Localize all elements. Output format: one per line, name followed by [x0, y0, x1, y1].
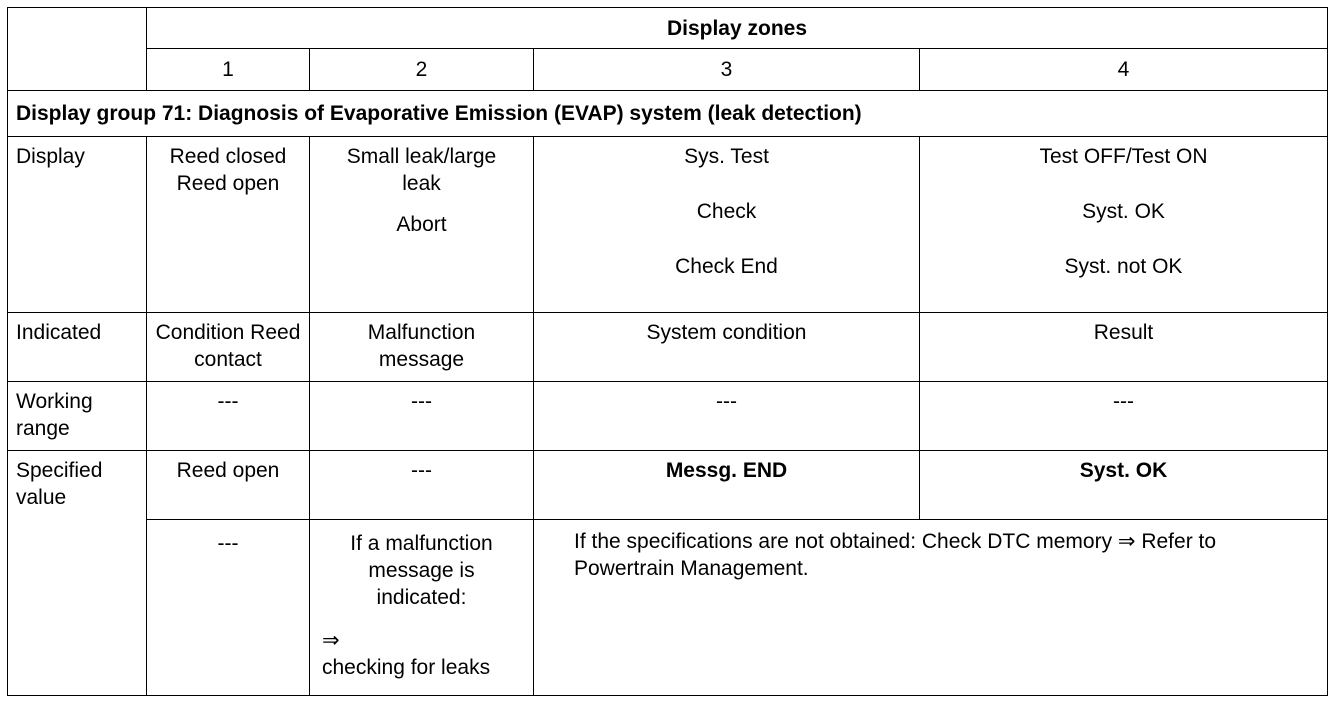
display-zone-4: [920, 137, 1328, 313]
working-range-zone-3: ---: [534, 382, 920, 451]
display-group-title: Display group 71: Diagnosis of Evaporative Emission (EVAP) system (leak detection): [8, 91, 1328, 137]
specified-value-zone-3: Messg. END: [534, 451, 920, 520]
display-zone-2: [310, 137, 534, 313]
indicated-zone-1: Condition Reed contact: [147, 313, 310, 382]
display-zone-3-line-2: Check: [696, 200, 757, 223]
display-zone-3: [534, 137, 920, 313]
display-zones-header: Display zones: [147, 8, 1328, 49]
notes-zone-1: ---: [147, 520, 310, 696]
evap-display-group-table: [7, 7, 1328, 696]
specified-value-zone-1: Reed open: [147, 451, 310, 520]
display-zone-3-line-1: Sys. Test: [684, 145, 769, 168]
link-arrow-icon: ⇒: [322, 629, 340, 652]
indicated-zone-2: Malfunction message: [310, 313, 534, 382]
specified-value-zone-4: Syst. OK: [920, 451, 1328, 520]
header-empty-cell: [8, 8, 147, 91]
display-zone-4-line-3: Syst. not OK: [1064, 255, 1183, 278]
display-zone-4-line-1: Test OFF/Test ON: [1039, 145, 1208, 168]
display-zone-1-line-1: Reed closed: [169, 145, 287, 168]
display-zone-3-line-3: Check End: [675, 255, 778, 278]
indicated-zone-4: Result: [920, 313, 1328, 382]
zone-2-header: 2: [310, 49, 534, 91]
row-label-display: Display: [8, 137, 147, 313]
row-label-specified-value: Specified value: [8, 451, 147, 696]
specified-value-zone-2: ---: [310, 451, 534, 520]
row-label-indicated: Indicated: [8, 313, 147, 382]
display-zone-1: [147, 137, 310, 313]
zone-3-header: 3: [534, 49, 920, 91]
notes-zone-2: [310, 520, 534, 696]
checking-for-leaks-link[interactable]: checking for leaks: [322, 656, 491, 679]
display-zone-2-line-2: Abort: [396, 213, 447, 236]
working-range-zone-1: ---: [147, 382, 310, 451]
working-range-zone-4: ---: [920, 382, 1328, 451]
zone-1-header: 1: [147, 49, 310, 91]
working-range-zone-2: ---: [310, 382, 534, 451]
row-label-working-range: Working range: [8, 382, 147, 451]
display-zone-4-line-2: Syst. OK: [1082, 200, 1165, 223]
indicated-zone-3: System condition: [534, 313, 920, 382]
zone-4-header: 4: [920, 49, 1328, 91]
notes-zone-2-text: If a malfunction message is indicated:: [350, 532, 493, 609]
notes-zone-3-4: If the specifications are not obtained: Check DTC memory ⇒ Refer to Powertrain Management.: [534, 520, 1328, 696]
display-zone-2-line-1: Small leak/large leak: [346, 145, 497, 195]
display-zone-1-line-2: Reed open: [176, 172, 280, 195]
